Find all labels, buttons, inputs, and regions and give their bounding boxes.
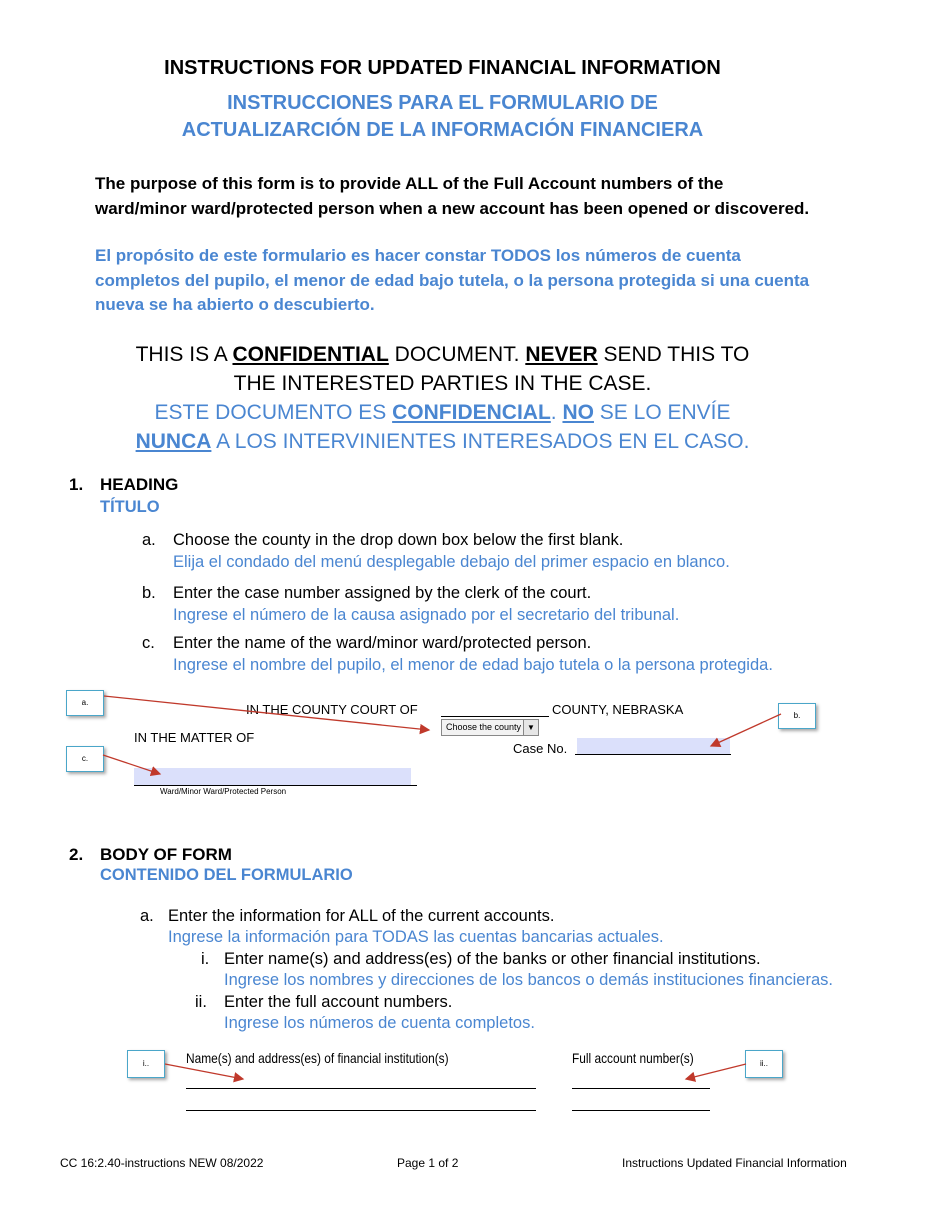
court-label: IN THE COUNTY COURT OF bbox=[246, 702, 418, 717]
callout-a: a. bbox=[66, 690, 104, 716]
footer-form-id: CC 16:2.40-instructions NEW 08/2022 bbox=[60, 1156, 264, 1170]
arrow-c bbox=[103, 755, 160, 774]
callout-arrows-body bbox=[0, 1040, 950, 1120]
section-1-title: HEADING bbox=[100, 475, 179, 494]
section-2-number: 2. bbox=[69, 845, 84, 864]
arrow-a bbox=[104, 696, 429, 730]
arrow-ii bbox=[686, 1064, 746, 1079]
case-no-label: Case No. bbox=[513, 741, 568, 756]
confidential-notice-spanish-line-2: NUNCA A LOS INTERVINIENTES INTERESADOS EN EL CASO. bbox=[135, 430, 750, 453]
purpose-text-spanish: El propósito de este formulario es hacer constar TODOS los números de cuenta completos del pupilo, el menor de edad bajo tutela, o la persona protegida si una cuenta nueva se ha abierto o descubierto. bbox=[95, 246, 810, 314]
purpose-text: The purpose of this form is to provide ALL of the Full Account numbers of the ward/minor ward/protected person when a new account has been opened or discovered. bbox=[95, 174, 810, 218]
ward-label: Ward/Minor Ward/Protected Person bbox=[160, 787, 287, 796]
section-1-subtitle: TÍTULO bbox=[100, 498, 160, 516]
confidential-notice-line-1: THIS IS A CONFIDENTIAL DOCUMENT. NEVER SEND THIS TO bbox=[135, 343, 750, 366]
arrow-b bbox=[711, 714, 781, 746]
callout-b: b. bbox=[778, 703, 816, 729]
callout-arrows bbox=[0, 680, 950, 810]
matter-label: IN THE MATTER OF bbox=[134, 730, 255, 745]
confidential-notice-spanish-line-1: ESTE DOCUMENTO ES CONFIDENCIAL. NO SE LO ENVÍE bbox=[154, 401, 731, 424]
section-2-subtitle: CONTENIDO DEL FORMULARIO bbox=[100, 866, 353, 884]
section-1-number: 1. bbox=[69, 475, 84, 494]
county-nebraska-label: COUNTY, NEBRASKA bbox=[552, 702, 684, 717]
callout-ii: ii.. bbox=[745, 1050, 783, 1078]
section-2-title: BODY OF FORM bbox=[100, 845, 232, 864]
heading-form-example bbox=[0, 680, 950, 810]
account-column-label: Full account number(s) bbox=[572, 1050, 694, 1066]
callout-i: i.. bbox=[127, 1050, 165, 1078]
page-title-spanish: INSTRUCCIONES PARA EL FORMULARIO DE ACTUALIZARCIÓN DE LA INFORMACIÓN FINANCIERA bbox=[181, 92, 704, 141]
chevron-down-icon: ▼ bbox=[523, 720, 538, 735]
page-title: INSTRUCTIONS FOR UPDATED FINANCIAL INFORMATION bbox=[164, 57, 721, 79]
callout-c: c. bbox=[66, 746, 104, 772]
county-dropdown[interactable]: Choose the county ▼ bbox=[441, 719, 539, 736]
body-form-example bbox=[0, 1040, 950, 1120]
footer-page-number: Page 1 of 2 bbox=[397, 1156, 459, 1170]
arrow-i bbox=[165, 1064, 243, 1079]
footer-doc-title: Instructions Updated Financial Information bbox=[622, 1156, 847, 1170]
institution-column-label: Name(s) and address(es) of financial institution(s) bbox=[186, 1050, 449, 1066]
confidential-notice-line-2: THE INTERESTED PARTIES IN THE CASE. bbox=[233, 372, 652, 395]
